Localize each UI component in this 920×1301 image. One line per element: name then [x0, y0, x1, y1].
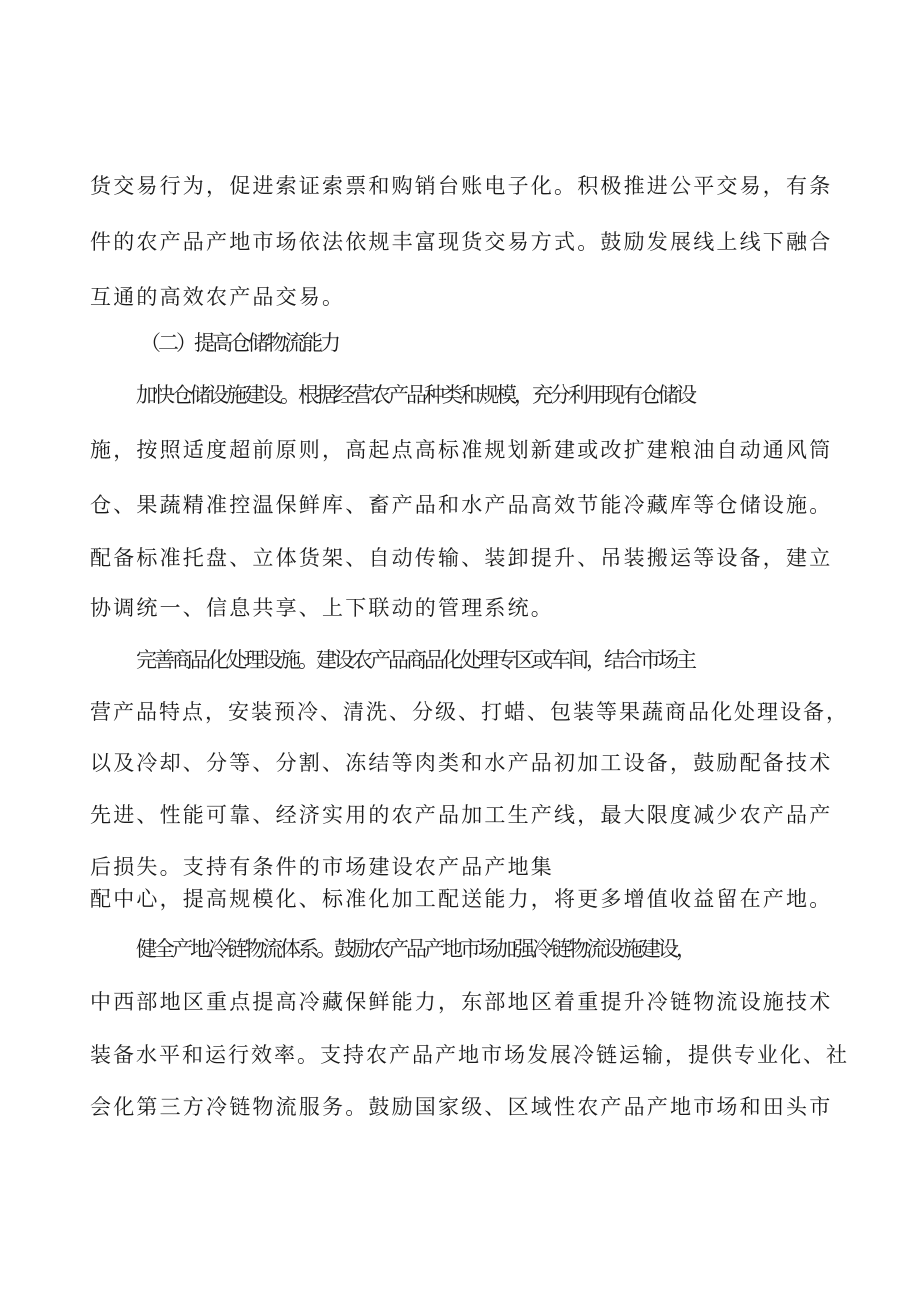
text-line: 施，按照适度超前原则，高起点高标准规划新建或改扩建粮油自动通风筒: [90, 438, 833, 462]
text-line: 装备水平和运行效率。支持农产品产地市场发展冷链运输，提供专业化、社: [90, 1043, 849, 1067]
text-line: 配备标准托盘、立体货架、自动传输、装卸提升、吊装搬运等设备，建立: [90, 546, 833, 570]
text-line: 后损失。支持有条件的市场建设农产品产地集: [90, 855, 554, 879]
text-line: 中西部地区重点提高冷藏保鲜能力，东部地区着重提升冷链物流设施技术: [90, 990, 833, 1014]
text-line: 会化第三方冷链物流服务。鼓励国家级、区域性农产品产地市场和田头市: [90, 1095, 833, 1119]
text-line: 互通的高效农产品交易。: [90, 285, 346, 309]
text-line: 仓、果蔬精准控温保鲜库、畜产品和水产品高效节能冷藏库等仓储设施。: [90, 493, 833, 517]
paragraph-first-line: 完善商品化处理设施。建设农产品商品化处理专区或车间，结合市场主: [136, 648, 694, 672]
text-line: 以及冷却、分等、分割、冻结等肉类和水产品初加工设备，鼓励配备技术: [90, 751, 833, 775]
text-line: 协调统一、信息共享、上下联动的管理系统。: [90, 596, 554, 620]
text-line: 配中心，提高规模化、标准化加工配送能力，将更多增值收益留在产地。: [90, 887, 833, 911]
text-line: 件的农产品产地市场依法依规丰富现货交易方式。鼓励发展线上线下融合: [90, 230, 833, 254]
text-line: 营产品特点，安装预冷、清洗、分级、打蜡、包装等果蔬商品化处理设备，: [90, 700, 849, 724]
text-line: 先进、性能可靠、经济实用的农产品加工生产线，最大限度减少农产品产: [90, 803, 833, 827]
paragraph-first-line: 健全产地冷链物流体系。鼓励农产品产地市场加强冷链物流设施建设，: [136, 937, 694, 961]
text-line: 货交易行为，促进索证索票和购销台账电子化。积极推进公平交易，有条: [90, 174, 833, 198]
paragraph-first-line: 加快仓储设施建设。根据经营农产品种类和规模，充分利用现有仓储设: [136, 383, 694, 407]
section-heading: （二）提高仓储物流能力: [140, 331, 338, 355]
